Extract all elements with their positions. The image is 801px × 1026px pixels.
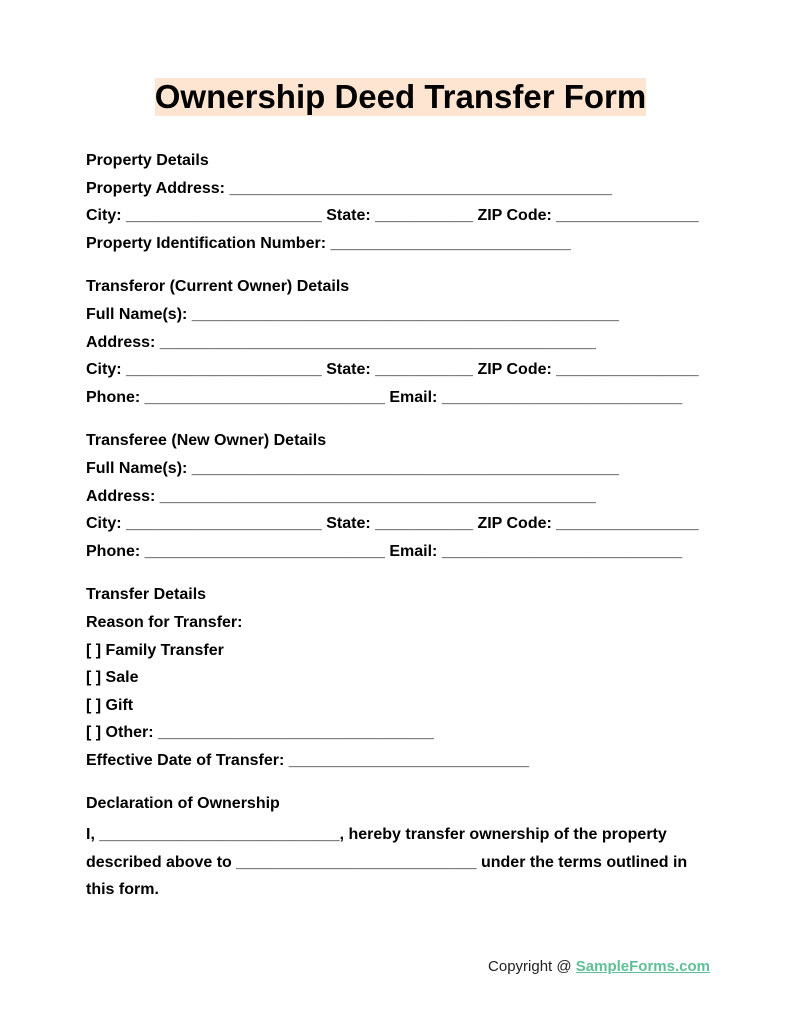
transferor-address-field[interactable]: Address: _________________________________________________ bbox=[86, 333, 596, 351]
transferor-name-field[interactable]: Full Name(s): ________________________________________________ bbox=[86, 305, 619, 323]
declaration-text[interactable]: I, ___________________________, hereby transfer ownership of the property described above to ___________________________ under the terms outlined in this form. bbox=[86, 826, 688, 899]
sampleforms-link[interactable]: SampleForms.com bbox=[575, 958, 710, 975]
transferee-city-state-zip-field[interactable]: City: ______________________ State: ___________ ZIP Code: ________________ bbox=[86, 515, 699, 533]
transferee-name-field[interactable]: Full Name(s): ________________________________________________ bbox=[86, 459, 619, 477]
section-gap bbox=[86, 777, 726, 793]
copyright-text: Copyright @ bbox=[488, 958, 576, 975]
section-gap bbox=[86, 414, 726, 430]
transferee-phone-email-field[interactable]: Phone: ___________________________ Email: ___________________________ bbox=[86, 542, 683, 560]
section-gap bbox=[86, 260, 726, 276]
option-gift-checkbox[interactable]: [ ] Gift bbox=[86, 696, 134, 714]
effective-date-field[interactable]: Effective Date of Transfer: ___________________________ bbox=[86, 751, 529, 769]
declaration-heading: Declaration of Ownership bbox=[86, 795, 280, 813]
property-address-field[interactable]: Property Address: ___________________________________________ bbox=[86, 179, 613, 197]
option-family-transfer-checkbox[interactable]: [ ] Family Transfer bbox=[86, 641, 224, 659]
transferee-address-field[interactable]: Address: _________________________________________________ bbox=[86, 487, 596, 505]
page-title: Ownership Deed Transfer Form bbox=[154, 78, 647, 115]
property-city-state-zip-field[interactable]: City: ______________________ State: ___________ ZIP Code: ________________ bbox=[86, 207, 699, 225]
property-heading: Property Details bbox=[86, 152, 209, 169]
transferee-heading: Transferee (New Owner) Details bbox=[86, 432, 327, 450]
transfer-heading: Transfer Details bbox=[86, 586, 207, 604]
section-gap bbox=[86, 568, 726, 584]
form-content bbox=[86, 150, 726, 904]
title-wrapper bbox=[0, 78, 801, 116]
reason-label: Reason for Transfer: bbox=[86, 613, 243, 631]
option-sale-checkbox[interactable]: [ ] Sale bbox=[86, 669, 139, 687]
transferor-city-state-zip-field[interactable]: City: ______________________ State: ___________ ZIP Code: ________________ bbox=[86, 361, 699, 379]
option-other-checkbox[interactable]: [ ] Other: _______________________________ bbox=[86, 724, 434, 742]
transferor-phone-email-field[interactable]: Phone: ___________________________ Email: ___________________________ bbox=[86, 388, 683, 406]
property-id-field[interactable]: Property Identification Number: ___________________________ bbox=[86, 234, 571, 252]
transferor-heading: Transferor (Current Owner) Details bbox=[86, 278, 350, 296]
copyright-footer bbox=[488, 958, 710, 975]
